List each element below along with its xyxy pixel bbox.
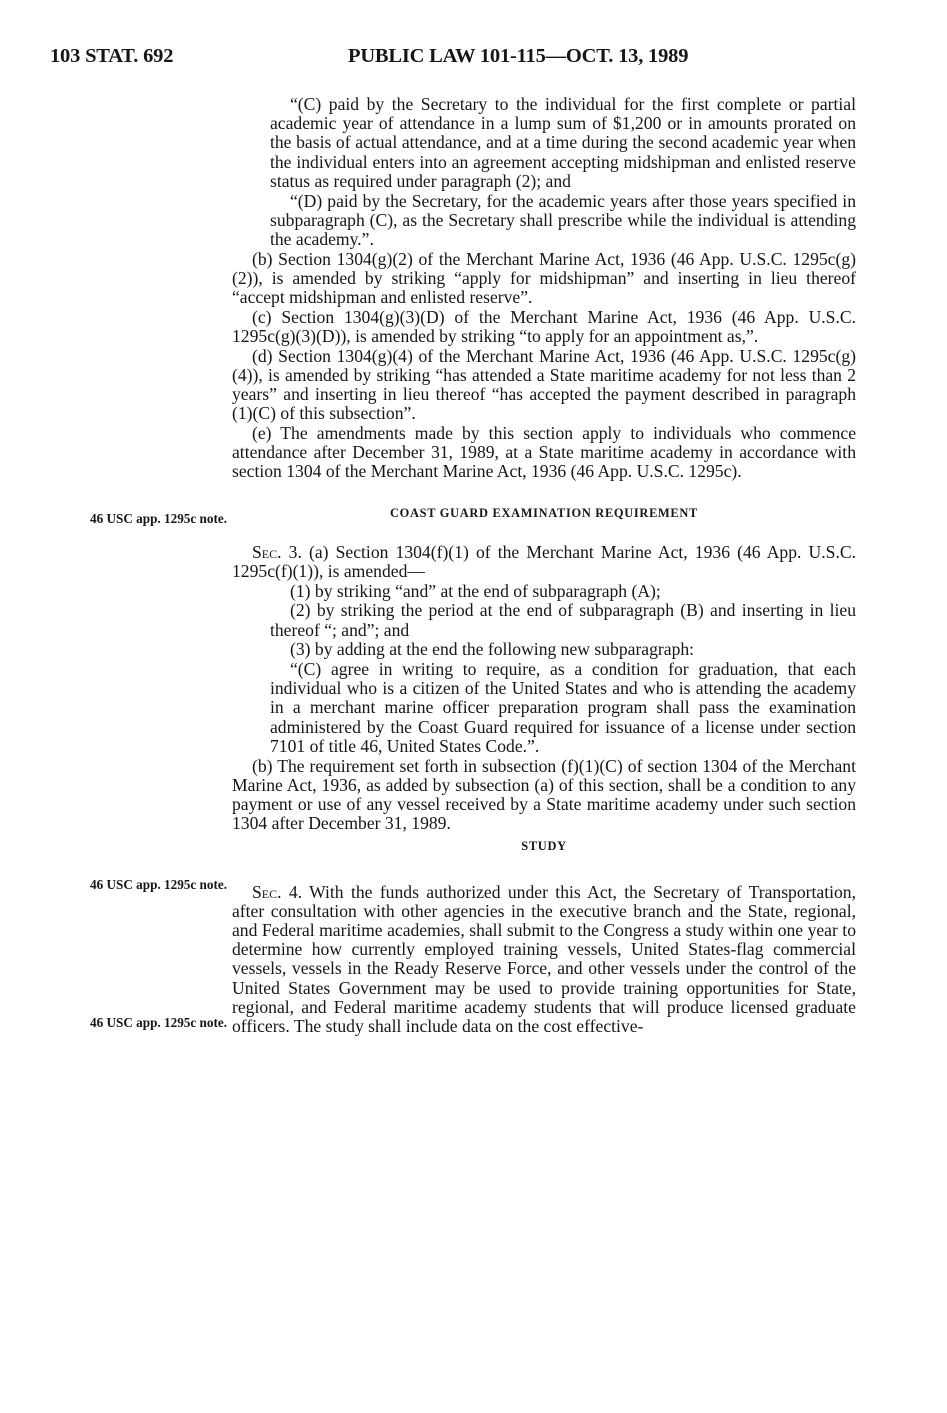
document-body [232, 95, 856, 1037]
section-4-label: Sec. 4. [252, 881, 303, 902]
section-3-a [232, 543, 856, 581]
page-number: 103 STAT. 692 [50, 45, 174, 67]
section-3-new-subparagraph-c: “(C) agree in writing to require, as a condition for graduation, that each individual who is a citizen of the United States and who is attending the academy in a merchant marine officer preparation program shall pass the examination administered by the Coast Guard required for issuance of a license under section 7101 of title 46, United States Code.”. [270, 658, 856, 756]
section-3-label: Sec. 3. [252, 541, 302, 562]
section-3-a-text: (a) Section 1304(f)(1) of the Merchant Marine Act, 1936 (46 App. U.S.C. 1295c(f)(1)), is amended— [232, 541, 856, 581]
subsection-b: (b) Section 1304(g)(2) of the Merchant Marine Act, 1936 (46 App. U.S.C. 1295c(g)(2)), is amended by striking “apply for midshipman” and inserting in lieu thereof “accept midshipman and enlisted reserve”. [232, 248, 856, 308]
paragraph-c: “(C) paid by the Secretary to the individual for the first complete or partial academic year of attendance in a lump sum of $1,200 or in amounts prorated on the basis of actual attendance, and at a time during the second academic year when the individual enters into an agreement accepting midshipman and enlisted reserve status as required under paragraph (2); and [270, 94, 856, 191]
section-3-item-3: (3) by adding at the end the following new subparagraph: [290, 639, 695, 660]
subsection-d: (d) Section 1304(g)(4) of the Merchant Marine Act, 1936 (46 App. U.S.C. 1295c(g)(4)), is amended by striking “has attended a State maritime academy for not less than 2 years” and inserting in lieu thereof “has accepted the payment described in paragraph (1)(C) of this subsection”. [232, 345, 856, 424]
section-3-item-2: (2) by striking the period at the end of subparagraph (B) and inserting in lieu thereof “; and”; and [270, 600, 856, 640]
law-title: PUBLIC LAW 101-115—OCT. 13, 1989 [348, 45, 689, 67]
section-4-text: With the funds authorized under this Act, the Secretary of Transportation, after consultation with other agencies in the executive branch and the State, regional, and Federal maritime academies, shall submit to the Congress a study within one year to determine how currently employed training vessels, United States-flag commercial vessels, vessels in the Ready Reserve Force, and other vessels under the control of the United States Government may be used to provide training opportunities for State, regional, and Federal maritime academy students that will produce licensed graduate officers. The study shall include data on the cost effective- [232, 881, 856, 1036]
margin-note-3: 46 USC app. 1295c note. [90, 1015, 228, 1030]
heading-coast-guard: COAST GUARD EXAMINATION REQUIREMENT [389, 505, 699, 520]
subsection-e: (e) The amendments made by this section apply to individuals who commence attendance after December 31, 1989, at a State maritime academy in accordance with section 1304 of the Merchant Marine Act, 1936 (46 App. U.S.C. 1295c). [232, 422, 856, 482]
subsection-c: (c) Section 1304(g)(3)(D) of the Merchant Marine Act, 1936 (46 App. U.S.C. 1295c(g)(3)(D)), is amended by striking “to apply for an appointment as,”. [232, 306, 856, 346]
margin-note-2: 46 USC app. 1295c note. [90, 877, 228, 892]
section-3-item-1: (1) by striking “and” at the end of subparagraph (A); [290, 580, 661, 601]
margin-note-1: 46 USC app. 1295c note. [90, 511, 228, 526]
heading-study: STUDY [521, 839, 567, 854]
paragraph-d: “(D) paid by the Secretary, for the academic years after those years specified in subparagraph (C), as the Secretary shall prescribe while the individual is attending the academy.”. [270, 190, 856, 249]
section-4 [232, 883, 856, 1037]
section-3-b: (b) The requirement set forth in subsection (f)(1)(C) of section 1304 of the Merchant Marine Act, 1936, as added by subsection (a) of this section, shall be a condition to any payment or use of any vessel received by a State maritime academy under such section 1304 after December 31, 1989. [232, 755, 856, 834]
page-header [50, 45, 910, 71]
